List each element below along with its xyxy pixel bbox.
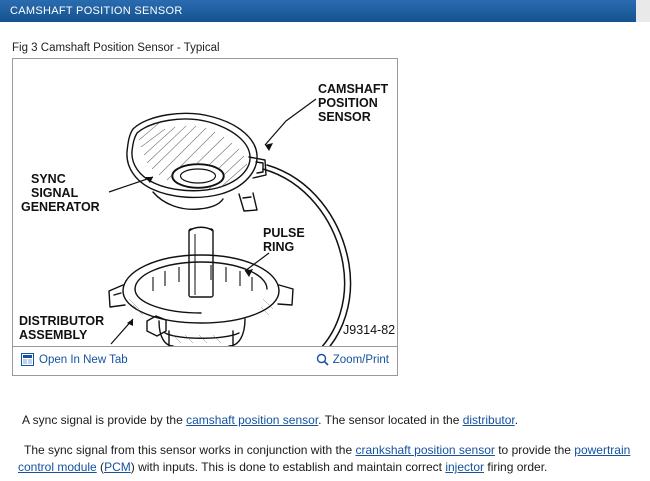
open-in-new-tab-label: Open In New Tab xyxy=(39,353,128,366)
p2-text-4: ) with inputs. This is done to establish and maintain correct xyxy=(130,460,446,474)
header-right-filler xyxy=(636,0,650,22)
label-pulse-line1: PULSE xyxy=(263,226,305,240)
p1-text-2: . The sensor located in the xyxy=(318,413,463,427)
open-in-new-tab-button[interactable] xyxy=(21,353,128,366)
p1-text-3: . xyxy=(514,413,519,427)
paragraph-firing-order xyxy=(18,442,634,476)
label-camshaft-line3: SENSOR xyxy=(318,110,371,124)
p2-text-3: ( xyxy=(96,460,105,474)
label-sync-line3: GENERATOR xyxy=(21,200,100,214)
label-distributor-line1: DISTRIBUTOR xyxy=(19,314,105,328)
label-sync-line1: SYNC xyxy=(31,172,66,186)
page-title: CAMSHAFT POSITION SENSOR xyxy=(10,5,183,17)
p2-text-1: The sync signal from this sensor works in conjunction with the xyxy=(24,443,356,457)
link-camshaft-position-sensor[interactable]: camshaft position sensor xyxy=(186,413,319,427)
zoom-print-label: Zoom/Print xyxy=(332,353,389,366)
label-camshaft-line2: POSITION xyxy=(318,96,378,110)
magnifier-icon xyxy=(316,353,329,366)
link-pcm[interactable]: PCM xyxy=(104,460,131,474)
link-crankshaft-position-sensor[interactable]: crankshaft position sensor xyxy=(355,443,495,457)
label-figure-code: J9314-82 xyxy=(343,323,396,337)
label-pulse-line2: RING xyxy=(263,240,295,254)
new-tab-icon xyxy=(21,353,34,366)
camshaft-position-sensor-diagram xyxy=(13,59,397,346)
section-header-bar xyxy=(0,0,650,22)
p1-text-1: A sync signal is provide by the xyxy=(22,413,187,427)
link-distributor[interactable]: distributor xyxy=(462,413,515,427)
label-camshaft-line1: CAMSHAFT xyxy=(318,82,389,96)
paragraph-sync-signal xyxy=(22,412,632,429)
link-powertrain-control-module[interactable]: powertrain control module xyxy=(18,443,631,474)
label-distributor-line2: ASSEMBLY xyxy=(19,328,88,342)
figure-illustration xyxy=(13,59,397,346)
figure-toolbar xyxy=(13,346,397,375)
p2-text-5: firing order. xyxy=(484,460,548,474)
label-sync-line2: SIGNAL xyxy=(31,186,79,200)
link-injector[interactable]: injector xyxy=(445,460,485,474)
zoom-print-button[interactable] xyxy=(316,353,389,366)
figure-container xyxy=(12,58,398,376)
figure-caption: Fig 3 Camshaft Position Sensor - Typical xyxy=(12,42,220,54)
p2-text-2: to provide the xyxy=(494,443,575,457)
